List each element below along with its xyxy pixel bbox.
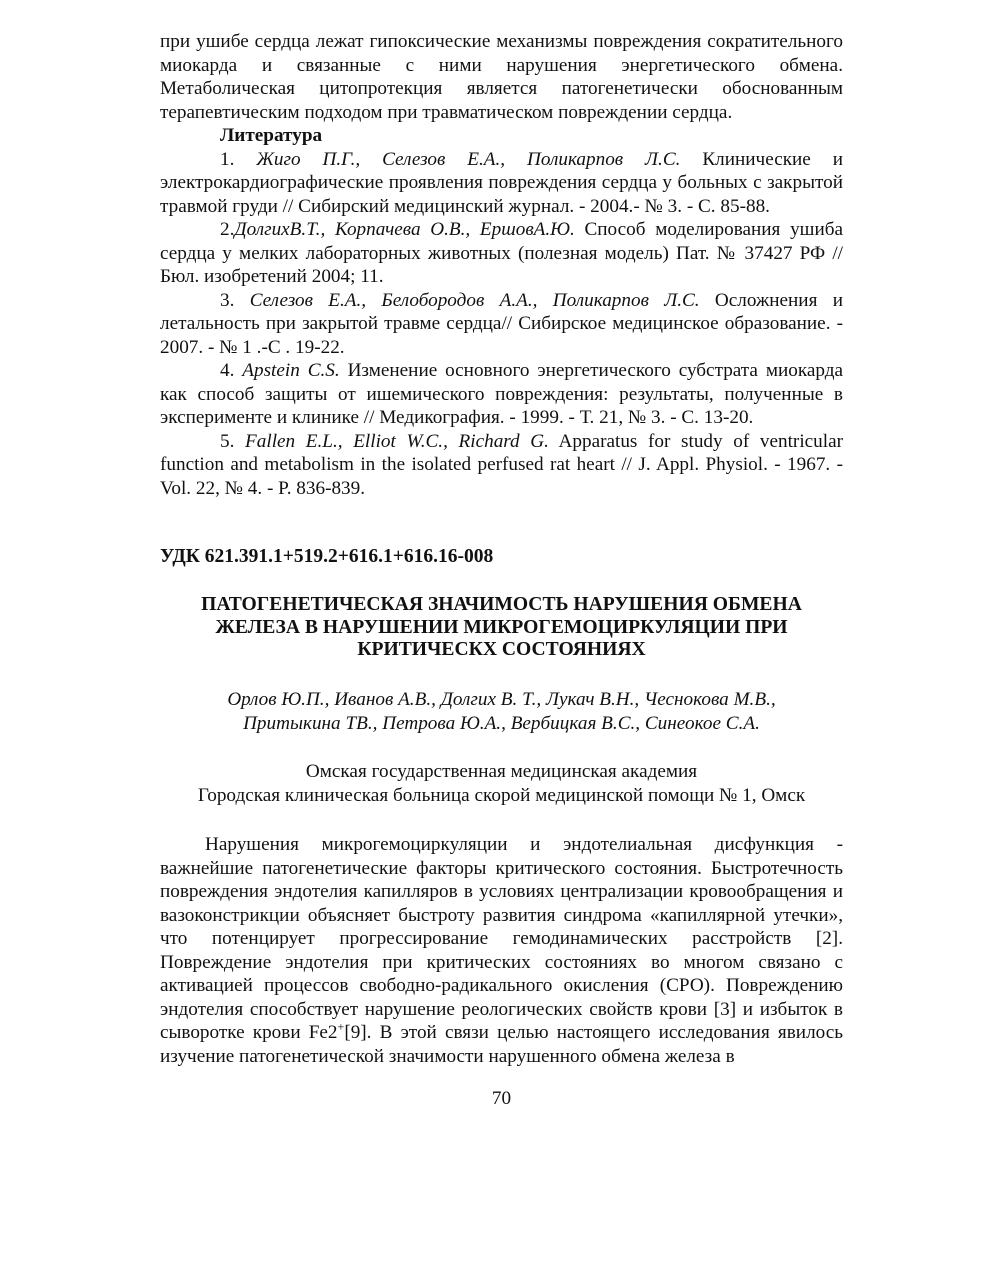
authors-line: Орлов Ю.П., Иванов А.В., Долгих В. Т., Лукач В.Н., Чеснокова М.В., [227, 689, 776, 710]
reference-text: Способ моделирования ушиба сердца у мелких лабораторных животных (полезная модель) Пат. № 37427 РФ // Бюл. изобретений 2004; 11. [160, 219, 844, 287]
article-title [160, 594, 843, 662]
reference-item [160, 359, 843, 430]
reference-authors: Apstein C.S. [242, 360, 340, 381]
affiliation-line: Омская государственная медицинская академия [305, 761, 698, 782]
intro-block [160, 30, 843, 500]
reference-number: 5. [220, 430, 235, 452]
reference-text: Изменение основного энергетического субстрата миокарда как способ защиты от ишемического повреждения: результаты, полученные в эксперименте и клинике // Медикография. - 1999. - Т. 21, № 3. - С. 13-20. [160, 360, 843, 428]
title-line: ЖЕЛЕЗА В НАРУШЕНИИ МИКРОГЕМОЦИРКУЛЯЦИИ ПРИ [215, 616, 788, 638]
reference-text: Apparatus for study of ventricular function and metabolism in the isolated perfused rat heart // J. Appl. Physiol. - 1967. - Vol. 22, № 4. - P. 836-839. [160, 430, 843, 499]
body-text: Нарушения микрогемоциркуляции и эндотелиальная дисфункция - важнейшие патогенетические факторы критического состояния. Быстротечность повреждения эндотелия капилляров в условиях централизации кровообращения и вазоконстрикции объясняет быстроту развития синдрома «капиллярной утечки», что потенцирует прогрессирование гемодинамических расстройств [2]. Повреждение эндотелия при критических состояниях во многом связано с активацией процессов свободно-радикального окисления (СРО). Повреждению эндотелия способствует нарушение реологических свойств крови [3] и избыток в сыворотке крови Fe2 [160, 834, 843, 1043]
reference-number: 4. [220, 360, 235, 381]
article-body [160, 833, 843, 1068]
reference-number: 3. [220, 289, 235, 311]
reference-item [160, 148, 843, 219]
body-paragraph [160, 833, 843, 1068]
reference-authors: ДолгихВ.Т., Корпачева О.В., ЕршовА.Ю. [234, 219, 575, 240]
references-heading: Литература [220, 125, 323, 146]
reference-text: Клинические и электрокардиографические проявления повреждения сердца у больных с закрытой травмой груди // Сибирский медицинский журнал. - 2004.- № 3. - С. 85-88. [160, 148, 843, 217]
reference-item [160, 430, 843, 501]
superscript: + [337, 1019, 345, 1034]
reference-number: 1. [220, 148, 235, 170]
title-line: ПАТОГЕНЕТИЧЕСКАЯ ЗНАЧИМОСТЬ НАРУШЕНИЯ ОБМЕНА [201, 594, 802, 615]
body-text: [9]. В этой связи целью настоящего исследования явилось изучение патогенетической значимости нарушенного обмена железа в [160, 1022, 843, 1067]
reference-authors: Селезов Е.А., Белобородов А.А., Поликарпов Л.С. [249, 289, 700, 311]
intro-paragraph: при ушибе сердца лежат гипоксические механизмы повреждения сократительного миокарда и связанные с ними нарушения энергетического обмена. Метаболическая цитопротекция является патогенетически обоснованным терапевтическим подходом при травматическом повреждении сердца. [160, 31, 843, 123]
reference-item [160, 218, 843, 289]
authors-line: Притыкина ТВ., Петрова Ю.А., Вербицкая В.С., Синеокое С.А. [243, 713, 760, 734]
reference-number: 2. [220, 219, 235, 240]
title-line: КРИТИЧЕСКХ СОСТОЯНИЯХ [357, 639, 646, 660]
article-authors [160, 688, 843, 736]
reference-text: Осложнения и летальность при закрытой травме сердца// Сибирское медицинское образование. - 2007. - № 1 .-С . 19-22. [160, 289, 843, 358]
udk-code: УДК 621.391.1+519.2+616.1+616.16-008 [160, 546, 494, 567]
reference-authors: Fallen E.L., Elliot W.C., Richard G. [245, 430, 549, 452]
affiliation-line: Городская клиническая больница скорой медицинской помощи № 1, Омск [197, 785, 806, 806]
article-affiliation [160, 760, 843, 808]
reference-authors: Жиго П.Г., Селезов Е.А., Поликарпов Л.С. [256, 148, 681, 170]
reference-item [160, 289, 843, 360]
page-number: 70 [491, 1088, 512, 1109]
